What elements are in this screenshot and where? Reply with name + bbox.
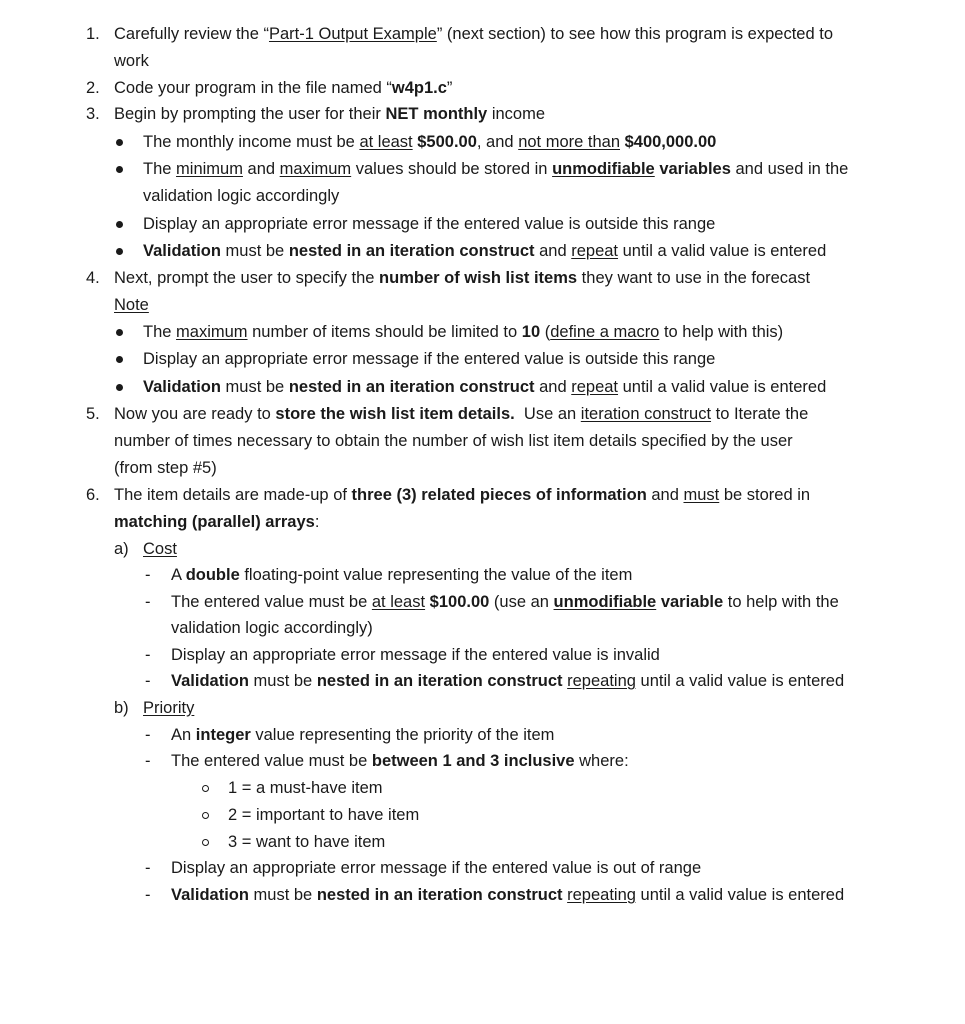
item-number: 1. — [86, 25, 100, 43]
item-number: 4. — [86, 269, 100, 287]
step4-bullet-2: Display an appropriate error message if the entered value is outside this range — [143, 350, 716, 368]
part1-link[interactable]: Part-1 Output Example — [268, 25, 437, 43]
item-number: 5. — [86, 405, 100, 423]
dash-marker: - — [145, 646, 151, 664]
circle-bullet-icon — [202, 785, 209, 792]
item-5-line-3: (from step #5) — [114, 459, 217, 477]
item-5-line-1: Now you are ready to store the wish list item details. Use an iteration construct to Iterate the — [114, 405, 809, 423]
dash-marker: - — [145, 752, 151, 770]
priority-detail-1: An integer value representing the priority of the item — [171, 726, 555, 744]
item-1-line-1: Carefully review the “Part-1 Output Example” (next section) to see how this program is expected to — [114, 25, 833, 43]
item-2-line: Code your program in the file named “w4p1.c” — [114, 79, 453, 97]
item-number: 3. — [86, 105, 100, 123]
dash-marker: - — [145, 593, 151, 611]
bullet-icon — [116, 139, 123, 146]
step3-bullet-4: Validation must be nested in an iteration construct and repeat until a valid value is entered — [143, 242, 827, 260]
dash-marker: - — [145, 886, 151, 904]
priority-title: Priority — [143, 699, 195, 717]
cost-detail-1: A double floating-point value representing the value of the item — [171, 566, 633, 584]
bullet-icon — [116, 329, 123, 336]
priority-option: 3 = want to have item — [228, 833, 386, 851]
cost-detail-3: Display an appropriate error message if the entered value is invalid — [171, 646, 660, 664]
bullet-icon — [116, 384, 123, 391]
step3-bullet-3: Display an appropriate error message if the entered value is outside this range — [143, 215, 716, 233]
priority-detail-4: Validation must be nested in an iteration construct repeating until a valid value is entered — [171, 886, 845, 904]
step3-bullet-1: The monthly income must be at least $500.00, and not more than $400,000.00 — [143, 133, 717, 151]
item-6-line-2: matching (parallel) arrays: — [114, 513, 320, 531]
bullet-icon — [116, 248, 123, 255]
dash-marker: - — [145, 859, 151, 877]
sub-label: b) — [114, 699, 129, 717]
priority-detail-2: The entered value must be between 1 and 3 inclusive where: — [171, 752, 629, 770]
dash-marker: - — [145, 566, 151, 584]
bullet-icon — [116, 166, 123, 173]
step3-bullet-2-cont: validation logic accordingly — [143, 187, 340, 205]
item-6-line-1: The item details are made-up of three (3) related pieces of information and must be stored in — [114, 486, 811, 504]
item-number: 2. — [86, 79, 100, 97]
cost-detail-4: Validation must be nested in an iteration construct repeating until a valid value is entered — [171, 672, 845, 690]
circle-bullet-icon — [202, 812, 209, 819]
cost-detail-2: The entered value must be at least $100.00 (use an unmodifiable variable to help with the — [171, 593, 839, 611]
step4-bullet-3: Validation must be nested in an iteration construct and repeat until a valid value is entered — [143, 378, 827, 396]
cost-detail-2-cont: validation logic accordingly) — [171, 619, 373, 637]
step3-bullet-2: The minimum and maximum values should be stored in unmodifiable variables and used in the — [143, 160, 849, 178]
item-3-line: Begin by prompting the user for their NET monthly income — [114, 105, 546, 123]
item-5-line-2: number of times necessary to obtain the number of wish list item details specified by the user — [114, 432, 793, 450]
item-number: 6. — [86, 486, 100, 504]
item-1-line-2: work — [114, 52, 149, 70]
sub-label: a) — [114, 540, 129, 558]
bullet-icon — [116, 356, 123, 363]
dash-marker: - — [145, 726, 151, 744]
priority-detail-3: Display an appropriate error message if the entered value is out of range — [171, 859, 702, 877]
cost-title: Cost — [143, 540, 177, 558]
dash-marker: - — [145, 672, 151, 690]
bullet-icon — [116, 221, 123, 228]
priority-option: 1 = a must-have item — [228, 779, 383, 797]
circle-bullet-icon — [202, 839, 209, 846]
priority-option: 2 = important to have item — [228, 806, 420, 824]
step4-bullet-1: The maximum number of items should be limited to 10 (define a macro to help with this) — [143, 323, 784, 341]
item-4-line: Next, prompt the user to specify the number of wish list items they want to use in the forecast — [114, 269, 811, 287]
item-4-note: Note — [114, 296, 149, 314]
